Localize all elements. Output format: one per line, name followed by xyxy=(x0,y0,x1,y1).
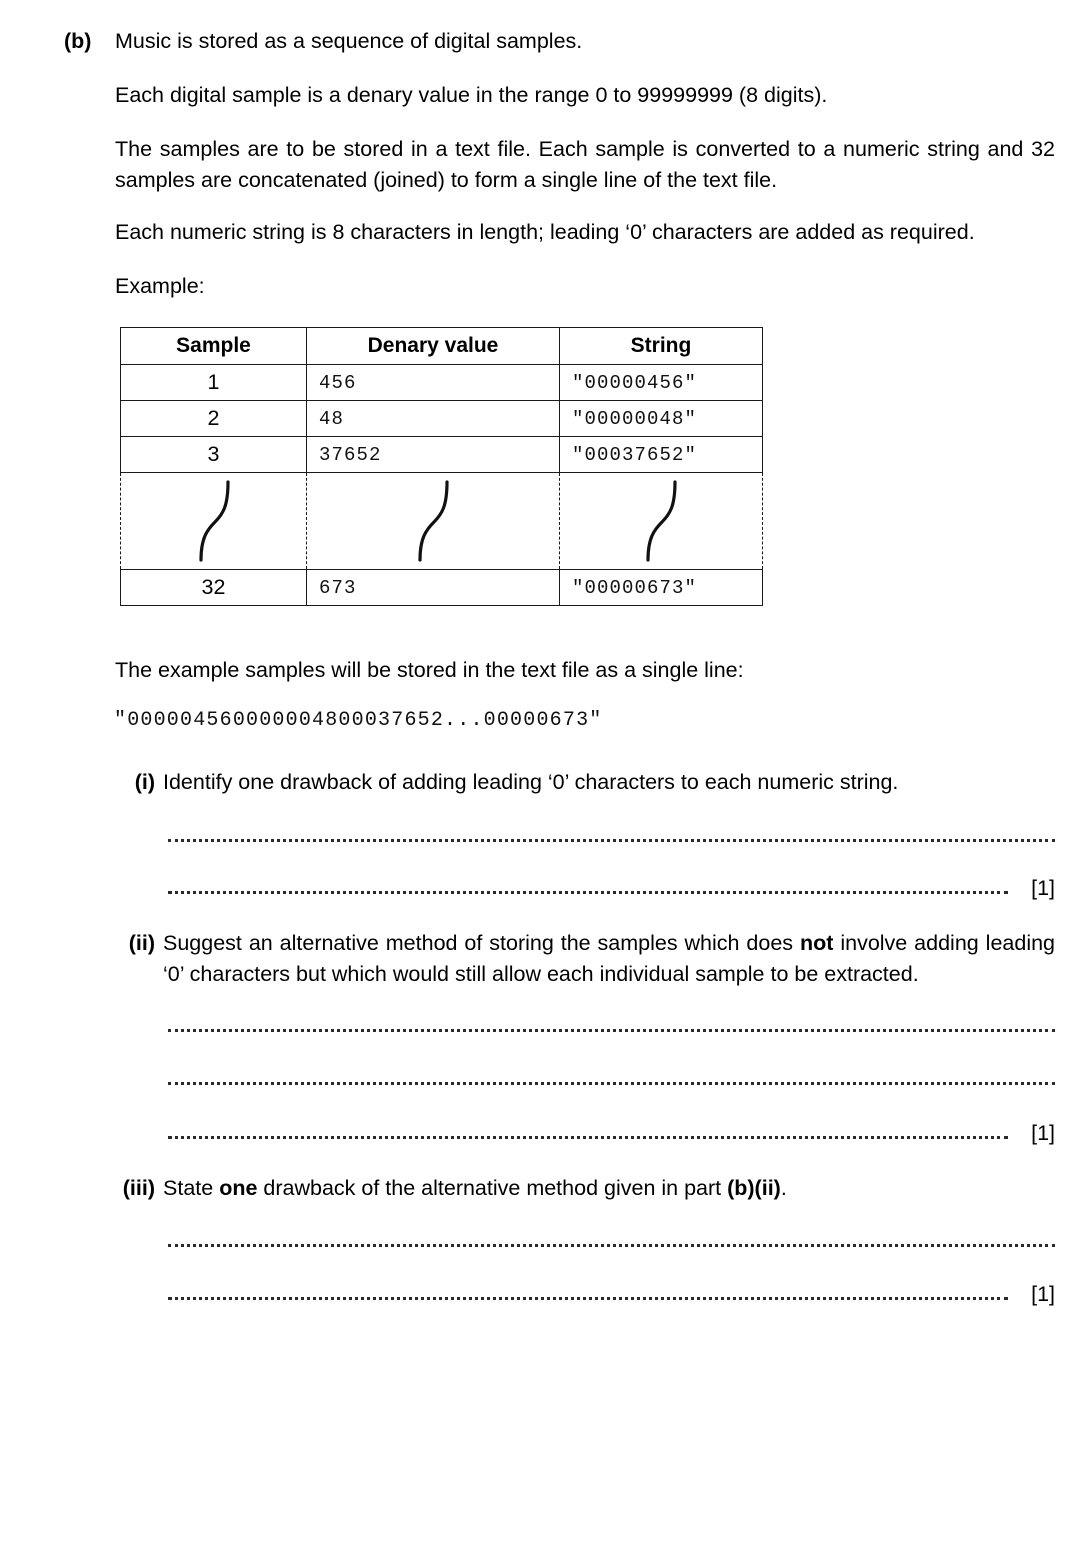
paragraph-single-line: The example samples will be stored in the text file as a single line: xyxy=(115,658,744,682)
sub-question-ii-text-a: Suggest an alternative method of storing the samples which does xyxy=(163,931,800,955)
sub-question-iii-bold-ref: (b)(ii) xyxy=(727,1176,781,1200)
answer-line[interactable] xyxy=(168,1026,1055,1032)
paragraph-text-file: The samples are to be stored in a text file. Each sample is converted to a numeric string and 32 samples are concatenated (joined) to form a single line of the text file. xyxy=(115,137,1055,192)
cell-string-value: "00000673" xyxy=(560,570,763,606)
sub-question-ii-label: (ii) xyxy=(128,931,155,955)
part-b-label: (b) xyxy=(64,29,92,53)
answer-line[interactable] xyxy=(168,888,1008,894)
answer-line[interactable] xyxy=(168,1294,1008,1300)
continuation-cell-denary xyxy=(307,473,560,570)
answer-line[interactable] xyxy=(168,1133,1008,1139)
sub-question-i-label: (i) xyxy=(134,770,155,794)
continuation-cell-string xyxy=(560,473,763,570)
sub-question-iii-text-b: drawback of the alternative method given in part xyxy=(257,1176,728,1200)
sub-question-iii-bold-one: one xyxy=(219,1176,258,1200)
cell-string-value: "00000456" xyxy=(560,365,763,401)
concatenated-string-line: "000004560000004800037652...00000673" xyxy=(114,709,603,732)
squiggle-continuation-icon xyxy=(121,473,306,569)
cell-denary-value: 37652 xyxy=(307,437,560,473)
paragraph-example-label: Example: xyxy=(115,274,205,298)
squiggle-continuation-icon xyxy=(307,473,559,569)
sub-question-iii-text-c: . xyxy=(780,1176,787,1200)
answer-line[interactable] xyxy=(168,1241,1055,1247)
answer-line[interactable] xyxy=(168,1079,1055,1085)
cell-denary-value: 673 xyxy=(307,570,560,606)
table-row xyxy=(121,401,763,437)
answer-line[interactable] xyxy=(168,836,1055,842)
continuation-cell-sample xyxy=(121,473,307,570)
cell-string-value: "00000048" xyxy=(560,401,763,437)
sub-question-iii-label: (iii) xyxy=(122,1176,155,1200)
sub-question-ii-bold-not: not xyxy=(799,931,834,955)
sub-question-i-text: Identify one drawback of adding leading ‘0’ characters to each numeric string. xyxy=(163,770,899,794)
example-table xyxy=(120,327,763,606)
marks-badge: [1] xyxy=(1031,876,1055,900)
sub-question-iii-text-a: State xyxy=(163,1176,220,1200)
paragraph-intro: Music is stored as a sequence of digital samples. xyxy=(115,29,583,53)
table-row xyxy=(121,365,763,401)
marks-badge: [1] xyxy=(1031,1282,1055,1306)
paragraph-string-length: Each numeric string is 8 characters in length; leading ‘0’ characters are added as required. xyxy=(115,220,975,244)
table-header-sample: Sample xyxy=(121,328,307,365)
table-header-string: String xyxy=(560,328,763,365)
cell-denary-value: 456 xyxy=(307,365,560,401)
table-continuation-row xyxy=(121,473,763,570)
marks-badge: [1] xyxy=(1031,1121,1055,1145)
cell-sample-number: 3 xyxy=(121,437,307,473)
cell-string-value: "00037652" xyxy=(560,437,763,473)
sub-question-ii-text-b: involve adding leading ‘0’ characters but which would still allow each individual sample to be extracted. xyxy=(163,931,1056,986)
cell-denary-value: 48 xyxy=(307,401,560,437)
sub-question-ii-text xyxy=(163,928,1055,990)
cell-sample-number: 32 xyxy=(121,570,307,606)
sub-question-iii-text xyxy=(163,1173,1055,1204)
table-row xyxy=(121,437,763,473)
paragraph-denary-range: Each digital sample is a denary value in the range 0 to 99999999 (8 digits). xyxy=(115,83,828,107)
table-header-row xyxy=(121,328,763,365)
table-header-denary-value: Denary value xyxy=(307,328,560,365)
table-row-last xyxy=(121,570,763,606)
cell-sample-number: 2 xyxy=(121,401,307,437)
squiggle-continuation-icon xyxy=(560,473,762,569)
cell-sample-number: 1 xyxy=(121,365,307,401)
